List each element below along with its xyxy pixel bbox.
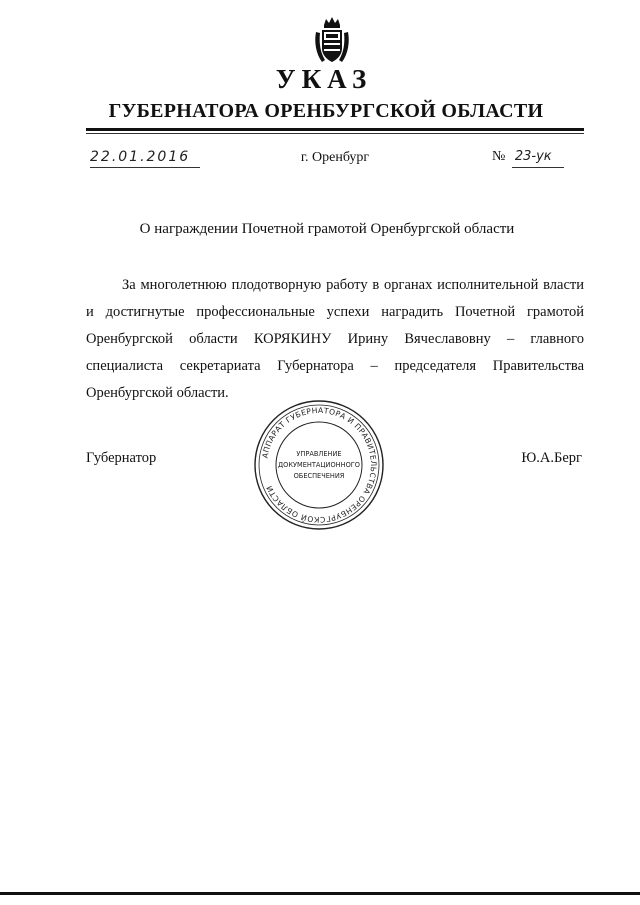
decree-subject: О награждении Почетной грамотой Оренбургской области (139, 221, 515, 237)
decree-body-paragraph: За многолетнюю плодотворную работу в органах исполнительной власти и достигнутые профессиональные успехи наградить Почетной грамотой Оренбургской области КОРЯКИНУ Ирину Вячеславовну – главного специалиста секретариата Губернатора – председателя Правительства Оренбургской области. (86, 277, 584, 401)
stamp-center-line-1: УПРАВЛЕНИЕ (296, 450, 342, 458)
header-divider-thin (86, 133, 584, 134)
decree-number-value: 23-ук (514, 149, 552, 164)
decree-subtitle: ГУБЕРНАТОРА ОРЕНБУРГСКОЙ ОБЛАСТИ (108, 100, 544, 122)
orenburg-coat-of-arms-icon (312, 16, 352, 66)
stamp-ring-text: АППАРАТ ГУБЕРНАТОРА И ПРАВИТЕЛЬСТВА ОРЕНБУРГСКОЙ ОБЛАСТИ (260, 405, 379, 525)
signatory-role: Губернатор (86, 450, 157, 466)
decree-number (492, 149, 552, 165)
date-underline (90, 167, 200, 168)
official-stamp (252, 398, 386, 532)
number-underline (512, 167, 564, 168)
decree-city: г. Оренбург (300, 150, 370, 165)
signatory-name: Ю.А.Берг (521, 450, 582, 466)
stamp-center-line-2: ДОКУМЕНТАЦИОННОГО (278, 461, 360, 469)
decree-number-label: № (492, 149, 506, 164)
page-bottom-border (0, 892, 640, 895)
decree-title: УКАЗ (275, 64, 373, 94)
decree-body (86, 272, 584, 407)
stamp-center-line-3: ОБЕСПЕЧЕНИЯ (293, 472, 345, 480)
decree-date-value: 22.01.2016 (90, 149, 191, 165)
header-divider-thick (86, 128, 584, 131)
